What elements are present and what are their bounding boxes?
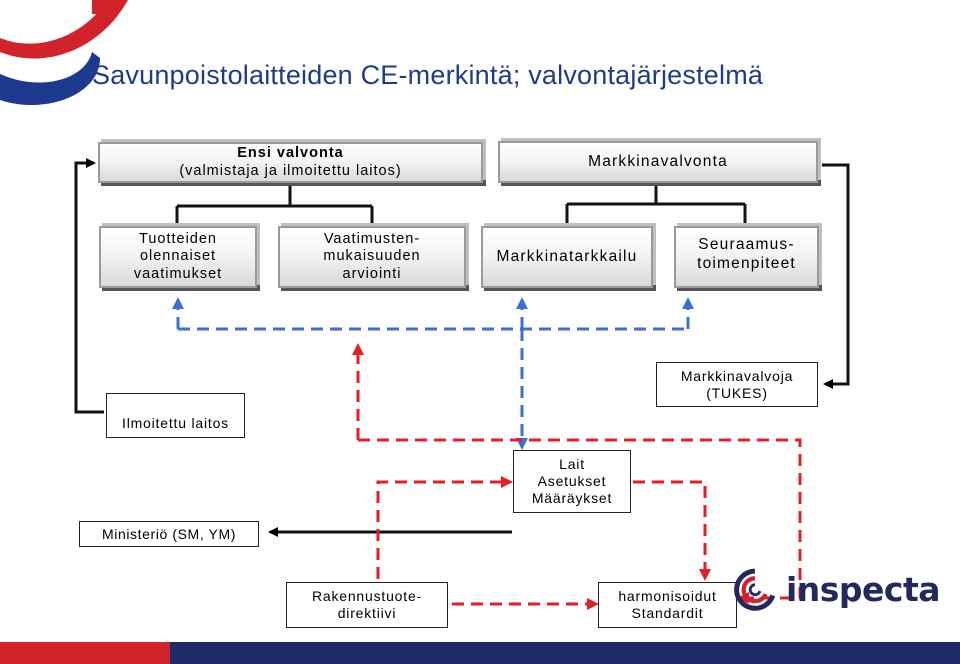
bottom-color-bar (0, 642, 960, 664)
page-title: Savunpoistolaitteiden CE-merkintä; valvontajärjestelmä (92, 60, 764, 90)
vaatimusten-line-3: arviointi (342, 265, 402, 282)
box-markkinatarkkailu (481, 226, 653, 288)
rakennus-line-1: Rakennustuote- (311, 588, 423, 605)
seuraamus-line-1: Seuraamus- (698, 236, 795, 253)
markkinavalvonta-label: Markkinavalvonta (588, 152, 728, 170)
ilmoitettu-laitos-label: Ilmoitettu laitos (122, 415, 229, 432)
blue-dashed-network (178, 300, 688, 447)
tuotteiden-line-2: olennaiset (139, 248, 217, 265)
box-ministerio (79, 521, 259, 547)
lait-line-2: Asetukset (537, 473, 607, 490)
harmonisoidut-line-2: Standardit (631, 605, 704, 621)
tree-ensi-valvonta (177, 184, 372, 225)
lait-line-3: Määräykset (531, 489, 613, 506)
box-tuotteiden-vaatimukset (99, 226, 257, 288)
inspecta-swirl-icon (730, 558, 780, 620)
arrow-markkinavalvonta-to-tukes (822, 165, 848, 384)
tukes-line-1: Markkinavalvoja (680, 367, 794, 384)
bottom-bar-blue (170, 642, 960, 664)
ministerio-label: Ministeriö (SM, YM) (101, 525, 237, 542)
tree-markkinavalvonta (567, 184, 745, 225)
inspecta-wordmark: inspecta (785, 569, 940, 609)
vaatimusten-line-1: Vaatimusten- (323, 230, 421, 247)
vaatimusten-line-2: mukaisuuden (323, 248, 421, 265)
lait-line-1: Lait (559, 456, 585, 473)
rakennus-line-2: direktiivi (337, 605, 397, 621)
tuotteiden-line-3: vaatimukset (133, 265, 223, 282)
bottom-bar-red (0, 642, 170, 664)
box-tukes (656, 362, 818, 407)
markkinatarkkailu-label: Markkinatarkkailu (496, 247, 638, 265)
inspecta-logo (730, 558, 940, 620)
box-vaatimustenmukaisuuden-arviointi (278, 226, 466, 288)
tuotteiden-line-1: Tuotteiden (139, 230, 217, 247)
ensi-valvonta-subtitle: (valmistaja ja ilmoitettu laitos) (179, 162, 402, 179)
box-markkinavalvonta (498, 141, 818, 183)
ensi-valvonta-title: Ensi valvonta (237, 145, 344, 162)
box-rakennustuotedirektiivi (286, 582, 448, 628)
tukes-line-2: (TUKES) (706, 384, 768, 401)
harmonisoidut-line-1: harmonisoidut (618, 588, 717, 605)
box-ensi-valvonta (98, 142, 483, 183)
box-seuraamustoimenpiteet (674, 226, 819, 288)
box-lait-asetukset (513, 450, 631, 513)
box-harmonisoidut-standardit (598, 582, 737, 628)
seuraamus-line-2: toimenpiteet (697, 254, 796, 272)
box-ilmoitettu-laitos (106, 393, 245, 438)
